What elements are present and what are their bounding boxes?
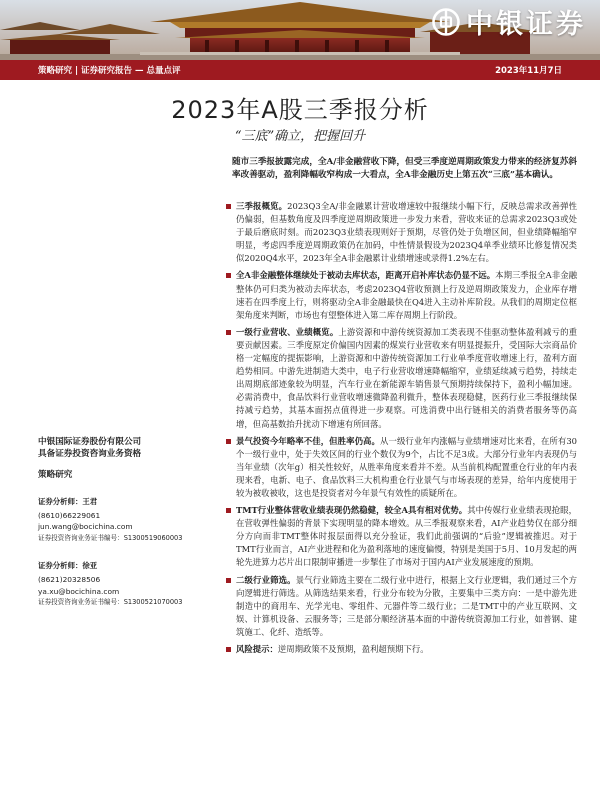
key-point-tmt xyxy=(225,504,577,569)
analyst-card xyxy=(38,560,218,608)
report-abstract: 随市三季报披露完成，全A/非金融营收下降，但受三季度逆周期政策发力带来的经济复苏斜率改善驱动，盈利降幅收窄构成一大看点，全A非金融历史上第五次“三底”基本确认。 xyxy=(232,157,577,181)
key-point-screening xyxy=(225,574,577,639)
bullet-square-icon xyxy=(226,204,231,209)
key-point-text: 逆周期政策不及预期，盈利超预期下行。 xyxy=(277,644,429,654)
bullet-square-icon xyxy=(226,330,231,335)
analyst-name: 证券分析师：徐亚 xyxy=(38,561,98,571)
bullet-square-icon xyxy=(226,508,231,513)
key-point-text: 从一级行业年内涨幅与业绩增速对比来看，在所有30个一级行业中，处于失效区间的行业个数仅为9个，占比不足3成。大部分行业年内表现仍与当年业绩（次年g）相关性较好，从胜率角度来看并不差。从当前机构配置重仓行业的年内表现来看，电新、电子、食品饮料三大机构重仓行业景气与市场表现的差异，给年内度使用于较为被收被收，这也是投资者对今年景气有效性的质疑所在。 xyxy=(236,435,578,498)
org-name: 中银国际证券股份有限公司 xyxy=(38,437,142,447)
analyst-email[interactable]: ya.xu@bocichina.com xyxy=(38,586,120,596)
analyst-phone: (8610)66229061 xyxy=(38,510,101,520)
key-point-heading: 景气投资今年略率不佳，但胜率仍高。 xyxy=(236,435,380,446)
org-qualification: 具备证券投资咨询业务资格 xyxy=(38,449,142,459)
key-point-text: 2023Q3全A/非金融累计营收增速较中报继续小幅下行，反映总需求改善弹性仍偏弱，但基数角度及四季度逆周期政策进一步发力来看，营收来证的总需求2023Q3或处于最后磨底时刻。而2023Q3业绩表现则好于预期，尽管仍处于负增区间，但业绩降幅缩窄明显，考虑四季度逆周期政策仍在加码，中性情景假设为2023Q4单季业绩环比修复情况类似2020Q4水平，2023年全A非金融累计业绩增速或录得1.2%左右。 xyxy=(236,201,577,264)
analyst-license: 证券投资咨询业务证书编号：S1300521070003 xyxy=(38,598,183,607)
bank-of-china-icon xyxy=(432,8,460,36)
key-point-text: 本期三季报全A非金融整体仍可归类为被动去库状态，考虑2023Q4营收预测上行及逆周期政策发力，企业库存增速若在四季度上行，则将驱动全A非金融最快在Q4进入主动补库阶段。从我们的周期定位框架角度来判断，市场也有望整体进入第二库存周期上行阶段。 xyxy=(236,270,577,320)
header-banner xyxy=(0,0,600,60)
key-point-heading: 三季报概览。 xyxy=(236,201,288,211)
analyst-phone: (8621)20328506 xyxy=(38,574,101,584)
key-point-heading: 一级行业营收、业绩概览。 xyxy=(236,326,339,337)
brand-name: 中银证券 xyxy=(466,9,586,40)
bullet-square-icon xyxy=(226,439,231,444)
report-category-strip xyxy=(0,60,600,80)
analyst-license: 证券投资咨询业务证书编号：S1300519060003 xyxy=(38,533,183,542)
key-point-industries xyxy=(225,326,577,431)
sidebar-analyst-info xyxy=(38,436,218,609)
breadcrumb: 策略研究 | 证券研究报告 — 总量点评 xyxy=(38,66,181,76)
bullet-square-icon xyxy=(226,273,231,278)
bullet-square-icon xyxy=(226,647,231,652)
key-point-heading: 二级行业筛选。 xyxy=(236,574,296,585)
key-point-text: 景气行业筛选主要在二级行业中进行，根据上文行业逻辑，我们通过三个方向逻辑进行筛选。从筛选结果来看，行业分布较为分散，主要集中三类方向：一是中游先进制造中的商用车、光学光电、零组件、元器件等二级行业；二是TMT中的产业互联网、文娱、计算机设备、云服务等；三是部分顺经济基本面的中游传统资源加工行业，如普钢、建筑施工、化纤、造纸等。 xyxy=(236,574,577,637)
analyst-card xyxy=(38,496,218,544)
section-label: 策略研究 xyxy=(38,470,73,480)
key-point-heading: 风险提示： xyxy=(236,644,278,654)
key-point-prosperity xyxy=(225,435,577,500)
page-title: 2023年A股三季报分析 xyxy=(171,96,429,124)
brand-logo xyxy=(432,2,586,41)
key-point-risk xyxy=(225,643,577,656)
key-point-heading: TMT行业整体营收业绩表现仍然稳健，较全A具有相对优势。 xyxy=(236,505,468,516)
analyst-name: 证券分析师：王君 xyxy=(38,497,98,506)
key-points-list xyxy=(225,200,577,660)
key-point-inventory xyxy=(225,269,577,321)
key-point-text: 上游资源和中游传统资源加工类表现不佳驱动整体盈利减亏的重要贡献因素。三季度原定价偏国内因素的煤炭行业营收来有明显提振升，受国际大宗商品价格一定幅度的提振影响，上游资源和中游传统资源加工行业单季度营收增速上行，盈利方面趋势相同。中游先进制造大类中，电子行业营收增速降幅缩窄，业绩延续减亏趋势，持续走出周期底部迹象较为明显，汽车行业在新能源车销售景气预期持续保持下，盈利小幅加速。必需消费中，食品饮料行业营收增速微降盈利微升，整体表现稳健，医药行业三季报继续保持减亏趋势，其基本面拐点值得进一步观察。可选消费中出行链相关的消费者服务等仍高增，但高基数抬升扰动下增速有所回落。 xyxy=(236,326,578,429)
analyst-email[interactable]: jun.wang@bocichina.com xyxy=(38,522,133,532)
report-date: 2023年11月7日 xyxy=(495,66,562,76)
page-subtitle: “三底”确立，把握回升 xyxy=(234,129,366,144)
key-point-overview xyxy=(225,200,577,265)
bullet-square-icon xyxy=(226,578,231,583)
key-point-heading: 全A非金融整体继续处于被动去库状态，距离开启补库状态仍显不远。 xyxy=(236,270,496,281)
key-point-text: 其中传媒行业业绩表现抢眼，在营收弹性偏弱的背景下实现明显的降本增效。从三季报观察来看，AI产业趋势仅在部分细分方向而非TMT整体时报层面得以充分验证，我们此前强调的“后验”逻辑被推迟。对于TMT行业而言，AI产业进程和化为盈利落地的速度偏慢，特别是美国于5月、10月发起的两轮先进算力芯片出口限制审播进一步掣住了市场对于国内AI产业发展速度的预期。 xyxy=(236,505,578,568)
